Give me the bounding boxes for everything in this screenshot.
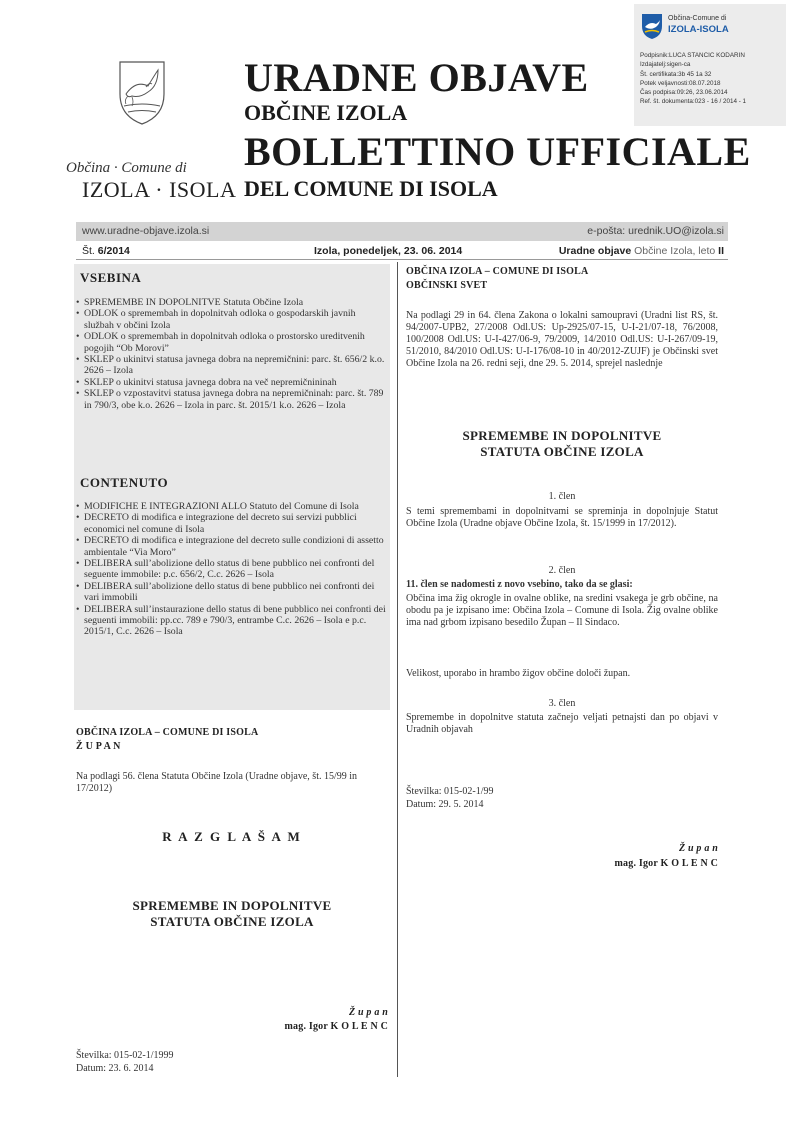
municipal-crest-icon bbox=[118, 60, 166, 126]
signature-line: Podpisnik:LUCA STANCIC KODARIN bbox=[640, 52, 745, 59]
toc-item[interactable]: • ODLOK o spremembah in dopolnitvah odloka o gospodarskih javnih službah v občini Izola bbox=[76, 308, 386, 331]
email-link[interactable]: e-pošta: urednik.UO@izola.si bbox=[587, 225, 724, 237]
toc-list-sl bbox=[76, 297, 386, 411]
left-signature-title: Ž u p a n bbox=[348, 1007, 388, 1018]
toc-item[interactable]: • DECRETO di modifica e integrazione del decreto sui servizi pubblici economici nel comune di Isola bbox=[76, 512, 386, 535]
article-1-text: S temi spremembami in dopolnitvami se spreminja in dopolnjuje Statut Občine Izola (Uradne objave Občine Izola, št. 15/1999 in 17/2012). bbox=[406, 506, 718, 529]
issue-bar bbox=[76, 243, 728, 260]
right-document-number: Številka: 015-02-1/99 bbox=[406, 786, 494, 797]
web-bar bbox=[76, 222, 728, 241]
right-signature-name: mag. Igor K O L E N C bbox=[614, 858, 718, 869]
toc-heading-it: CONTENUTO bbox=[80, 475, 169, 490]
coat-of-arms-icon bbox=[640, 12, 664, 40]
column-divider bbox=[397, 262, 398, 1077]
article-3-heading: 3. člen bbox=[548, 698, 576, 709]
table-of-contents bbox=[74, 264, 390, 710]
toc-item[interactable]: • DELIBERA sull’abolizione dello status di bene pubblico nei confronti dei vari immobili bbox=[76, 581, 386, 604]
article-2-lead: 11. člen se nadomesti z novo vsebino, tako da se glasi: bbox=[406, 579, 633, 590]
signature-details bbox=[640, 51, 746, 107]
crest-caption-line1: Občina · Comune di bbox=[66, 160, 187, 176]
toc-item[interactable]: • ODLOK o spremembah in dopolnitvah odloka o prostorsko ureditvenih pogojih “Ob Morovi” bbox=[76, 331, 386, 354]
toc-item[interactable]: • SKLEP o vzpostavitvi statusa javnega dobra na nepremičninah: parc. št. 789 in 790/3, obe k.o. 2626 – Izola in parc. št. 2015/1 k.o. 2626 – Izola bbox=[76, 388, 386, 411]
signature-line: Ref. št. dokumenta:023 - 16 / 2014 - 1 bbox=[640, 98, 747, 106]
masthead-subtitle-it: DEL COMUNE DI ISOLA bbox=[244, 176, 498, 201]
right-intro: Na podlagi 29 in 64. člena Zakona o lokalni samoupravi (Uradni list RS, št. 94/2007-UPB2, 27/2008 Odl.US: Up-2925/07-15, U-I-21/07-18, 76/2008, 100/2008 Odl.US: U-I-427/06-9, 79/2009, 14/2010 Odl.US: U-I-267/09-19, 51/2010, 84/2010 Odl.US: U-I-176/08-10 in 40/2012-ZUJF) je Občinski svet Občine Izola na 26. redni seji, dne 29. 5. 2014, sprejel naslednje bbox=[406, 310, 718, 369]
right-signature-title: Ž u p a n bbox=[678, 843, 718, 854]
left-signature-name: mag. Igor K O L E N C bbox=[284, 1021, 388, 1032]
toc-item[interactable]: • SPREMEMBE IN DOPOLNITVE Statuta Občine Izola bbox=[76, 297, 386, 308]
toc-item[interactable]: • DELIBERA sull’abolizione dello status di bene pubblico nei confronti del seguente immobile: p.c. 656/2, C.c. 2626 – Isola bbox=[76, 558, 386, 581]
toc-item[interactable]: • SKLEP o ukinitvi statusa javnega dobra na več nepremičnininah bbox=[76, 377, 386, 388]
masthead-title: URADNE OBJAVE bbox=[244, 55, 589, 100]
signature-logo-line2: IZOLA-ISOLA bbox=[668, 24, 729, 35]
issue-place-date: Izola, ponedeljek, 23. 06. 2014 bbox=[314, 245, 463, 257]
proclamation: R A Z G L A Š A M bbox=[162, 829, 302, 844]
right-title-line1: SPREMEMBE IN DOPOLNITVE bbox=[462, 428, 662, 443]
toc-item[interactable]: • DELIBERA sull’instaurazione dello status di bene pubblico nei confronti dei seguenti immobili: pp.cc. 789 e 790/3, entrambe C.c. 2626 – Isola e p.c. 2015/1, C.c. 2626 – Isola bbox=[76, 604, 386, 638]
article-2-text-2: Velikost, uporabo in hrambo žigov občine določi župan. bbox=[406, 668, 631, 679]
signature-line: Št. certifikata:3b 45 1a 32 bbox=[640, 70, 712, 78]
toc-item[interactable]: • DECRETO di modifica e integrazione del decreto sulle condizioni di assetto ambientale “Via Moro” bbox=[76, 535, 386, 558]
signature-line: Izdajatelj:sigen-ca bbox=[640, 61, 691, 69]
crest-caption-line2: IZOLA · ISOLA bbox=[82, 177, 237, 202]
signature-line: Čas podpisa:09:26, 23.06.2014 bbox=[640, 89, 728, 97]
right-document-date: Datum: 29. 5. 2014 bbox=[406, 799, 484, 810]
left-title-line2: STATUTA OBČINE IZOLA bbox=[150, 914, 314, 929]
signature-line: Potek veljavnosti:08.07.2018 bbox=[640, 79, 721, 87]
toc-item[interactable]: • SKLEP o ukinitvi statusa javnega dobra na nepremičnini: parc. št. 656/2 k.o. 2626 – Izola bbox=[76, 354, 386, 377]
left-org-heading: OBČINA IZOLA – COMUNE DI ISOLA bbox=[76, 727, 259, 738]
article-1-heading: 1. člen bbox=[548, 491, 576, 502]
left-document-date: Datum: 23. 6. 2014 bbox=[76, 1063, 154, 1074]
masthead-title-it: BOLLETTINO UFFICIALE bbox=[244, 129, 751, 174]
left-intro: Na podlagi 56. člena Statuta Občine Izola (Uradne objave, št. 15/99 in 17/2012) bbox=[76, 771, 358, 794]
issue-number: Št. 6/2014 bbox=[82, 245, 130, 257]
toc-item[interactable]: • MODIFICHE E INTEGRAZIONI ALLO Statuto del Comune di Isola bbox=[76, 501, 386, 512]
left-document-number: Številka: 015-02-1/1999 bbox=[76, 1050, 174, 1061]
signature-logo-line1: Občina-Comune di bbox=[668, 15, 727, 22]
toc-heading-sl: VSEBINA bbox=[80, 270, 142, 285]
article-3-text: Spremembe in dopolnitve statuta začnejo veljati petnajsti dan po objavi v Uradnih objavah bbox=[406, 712, 718, 735]
masthead-subtitle: OBČINE IZOLA bbox=[244, 100, 408, 125]
right-org-heading: OBČINA IZOLA – COMUNE DI ISOLA bbox=[406, 266, 589, 277]
article-2-text: Občina ima žig okrogle in ovalne oblike, na sredini vsakega je grb občine, na obodu pa je izpisano ime: Občina Izola – Comune di Isola. Žig ovalne oblike ima nad grbom izpisano besedilo Župan – Il Sindaco. bbox=[406, 593, 718, 628]
right-council-heading: OBČINSKI SVET bbox=[406, 280, 488, 291]
right-title-line2: STATUTA OBČINE IZOLA bbox=[480, 444, 644, 459]
left-title-line1: SPREMEMBE IN DOPOLNITVE bbox=[132, 898, 332, 913]
article-2-heading: 2. člen bbox=[548, 565, 576, 576]
toc-list-it bbox=[76, 501, 386, 638]
publication-name: Uradne objave Občine Izola, leto II bbox=[558, 245, 724, 257]
left-office-heading: Ž U P A N bbox=[76, 741, 121, 752]
website-link[interactable]: www.uradne-objave.izola.si bbox=[82, 225, 210, 237]
digital-signature-box bbox=[634, 4, 786, 126]
